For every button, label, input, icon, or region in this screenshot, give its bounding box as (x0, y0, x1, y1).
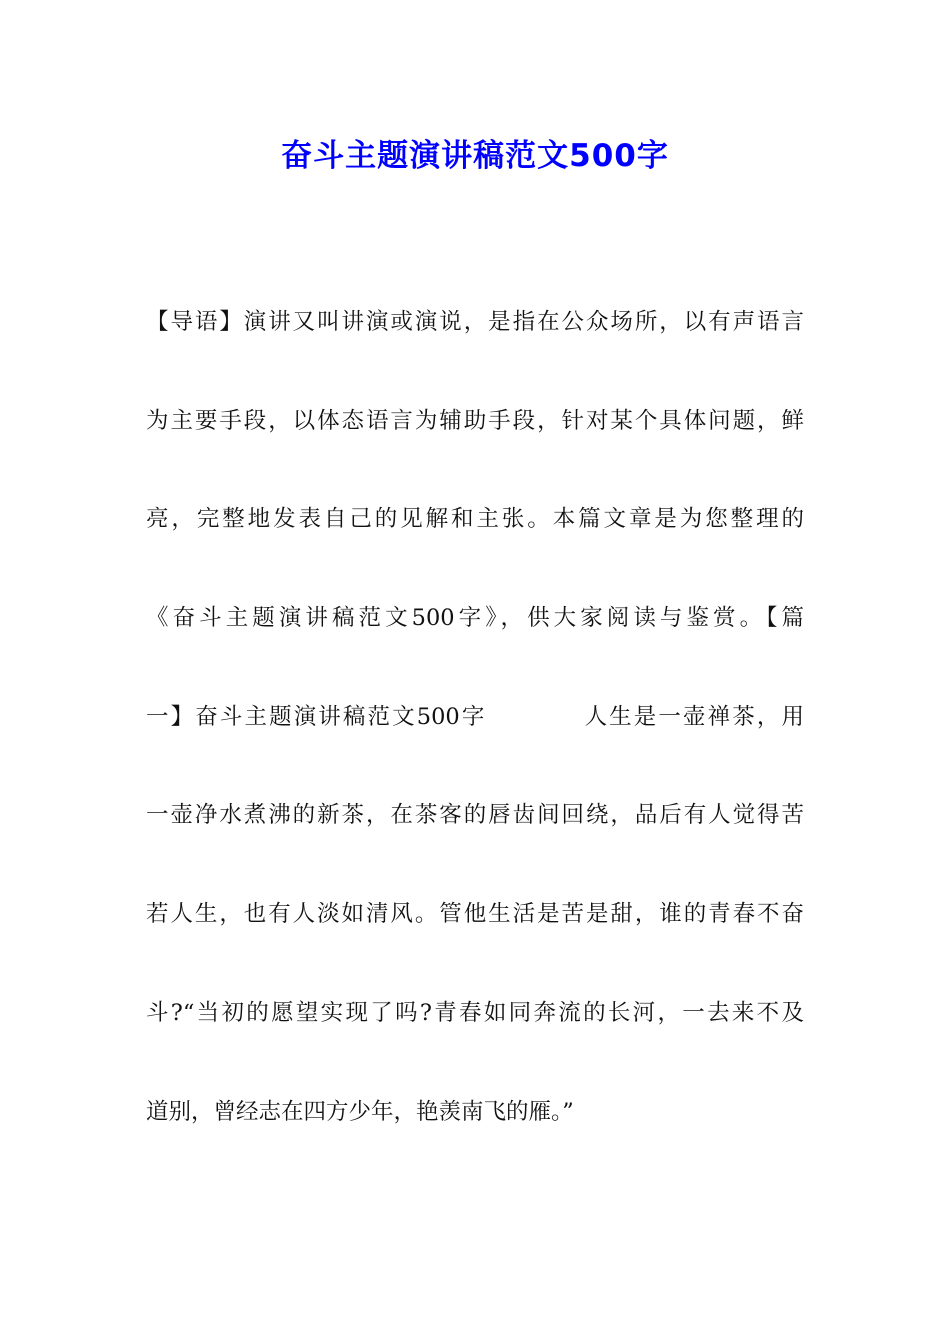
body-line: 一壶净水煮沸的新茶，在茶客的唇齿间回绕，品后有人觉得苦 (146, 802, 804, 829)
document-body (146, 300, 804, 1188)
body-line (146, 695, 804, 794)
body-line: 亮，完整地发表自己的见解和主张。本篇文章是为您整理的 (146, 506, 804, 533)
body-line: 道别，曾经志在四方少年，艳羡南飞的雁。” (146, 1098, 574, 1125)
body-line: 《奋斗主题演讲稿范文500字》，供大家阅读与鉴赏。【篇 (146, 605, 804, 632)
document-title: 奋斗主题演讲稿范文500字 (281, 138, 669, 174)
paragraph-start: 人生是一壶禅茶，用 (582, 703, 804, 730)
body-line: 【导语】演讲又叫讲演或演说，是指在公众场所，以有声语言 (146, 309, 804, 335)
section-heading: 一】奋斗主题演讲稿范文500字 (146, 703, 487, 730)
body-line: 斗?“当初的愿望实现了吗?青春如同奔流的长河，一去来不及 (146, 999, 804, 1026)
body-line: 若人生，也有人淡如清风。管他生活是苦是甜，谁的青春不奋 (146, 901, 804, 928)
body-line: 为主要手段，以体态语言为辅助手段，针对某个具体问题，鲜 (146, 407, 804, 434)
